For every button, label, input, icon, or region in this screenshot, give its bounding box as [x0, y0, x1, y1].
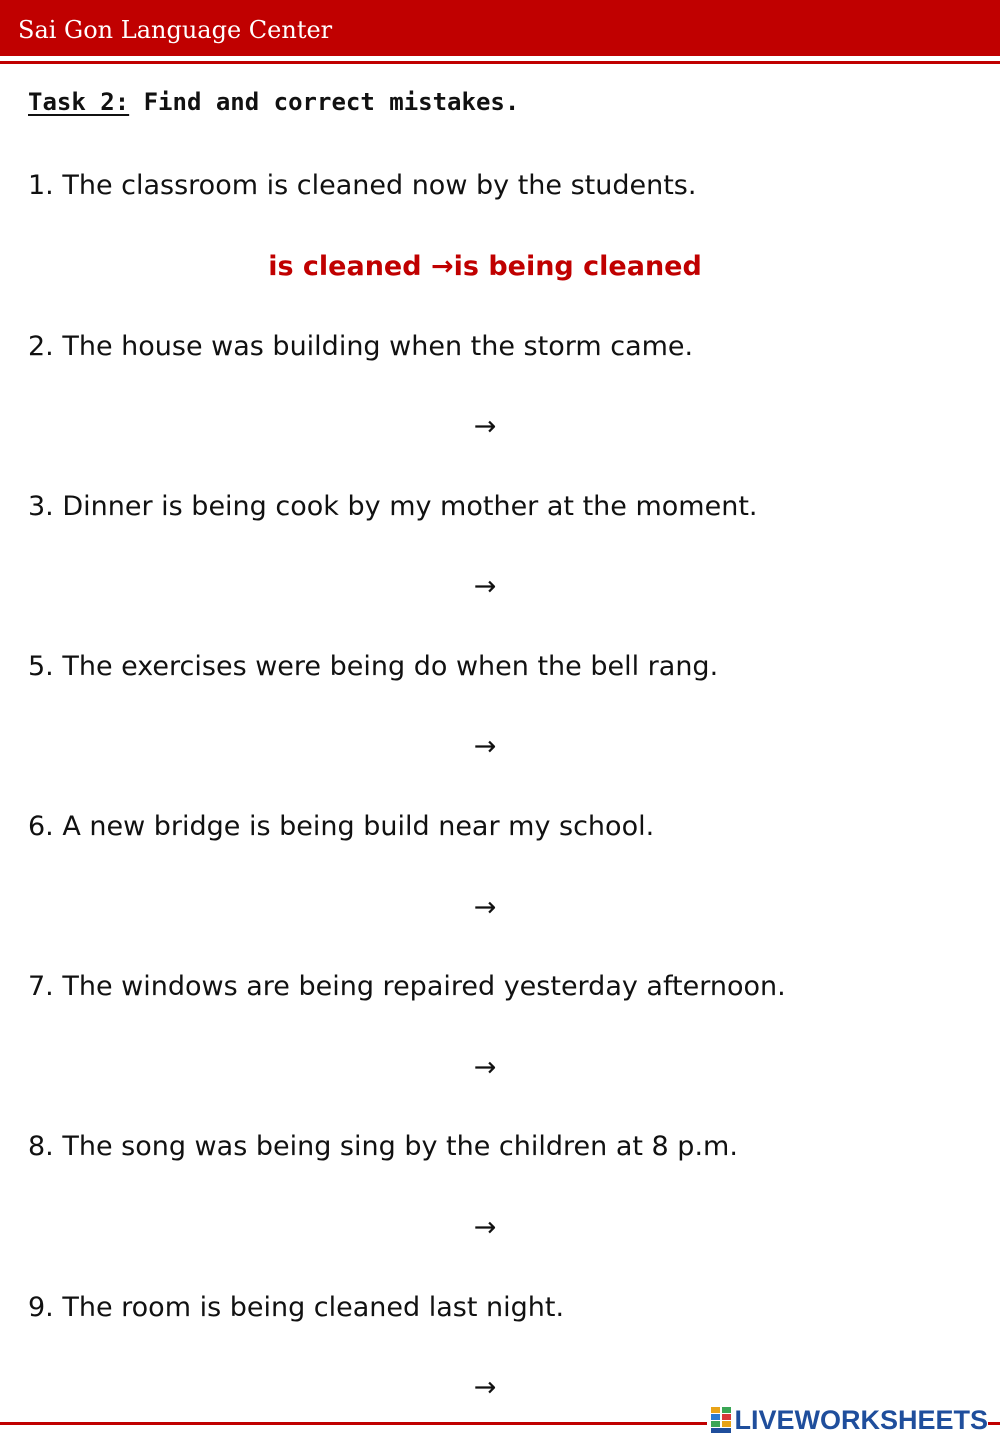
task-label: Task 2: [28, 88, 130, 116]
question-5-sentence: 5. The exercises were being do when the bell rang. [28, 651, 719, 682]
question-2-sentence: 2. The house was building when the storm came. [28, 331, 694, 362]
question-9-sentence: 9. The room is being cleaned last night. [28, 1292, 565, 1323]
question-8-sentence: 8. The song was being sing by the children at 8 p.m. [28, 1131, 738, 1162]
question-1-sentence: 1. The classroom is cleaned now by the students. [28, 170, 697, 201]
liveworksheets-wordmark: LIVEWORKSHEETS [734, 1404, 988, 1435]
liveworksheets-logo-icon [711, 1407, 731, 1433]
question-6-sentence: 6. A new bridge is being build near my school. [28, 811, 655, 842]
task-instruction: Find and correct mistakes. [143, 88, 520, 116]
header-title: Sai Gon Language Center [18, 16, 333, 44]
task-heading [28, 88, 519, 116]
question-3-sentence: 3. Dinner is being cook by my mother at the moment. [28, 491, 758, 522]
question-1-answer[interactable]: is cleaned →is being cleaned [268, 251, 702, 282]
header-divider [0, 61, 1000, 64]
question-2-answer[interactable]: → [473, 411, 497, 442]
liveworksheets-brand [707, 1403, 988, 1437]
question-9-answer[interactable]: → [473, 1372, 497, 1403]
question-7-sentence: 7. The windows are being repaired yesterday afternoon. [28, 971, 786, 1002]
question-7-answer[interactable]: → [473, 1052, 497, 1083]
question-5-answer[interactable]: → [473, 731, 497, 762]
question-6-answer[interactable]: → [473, 892, 497, 923]
question-3-answer[interactable]: → [473, 571, 497, 602]
question-8-answer[interactable]: → [473, 1212, 497, 1243]
